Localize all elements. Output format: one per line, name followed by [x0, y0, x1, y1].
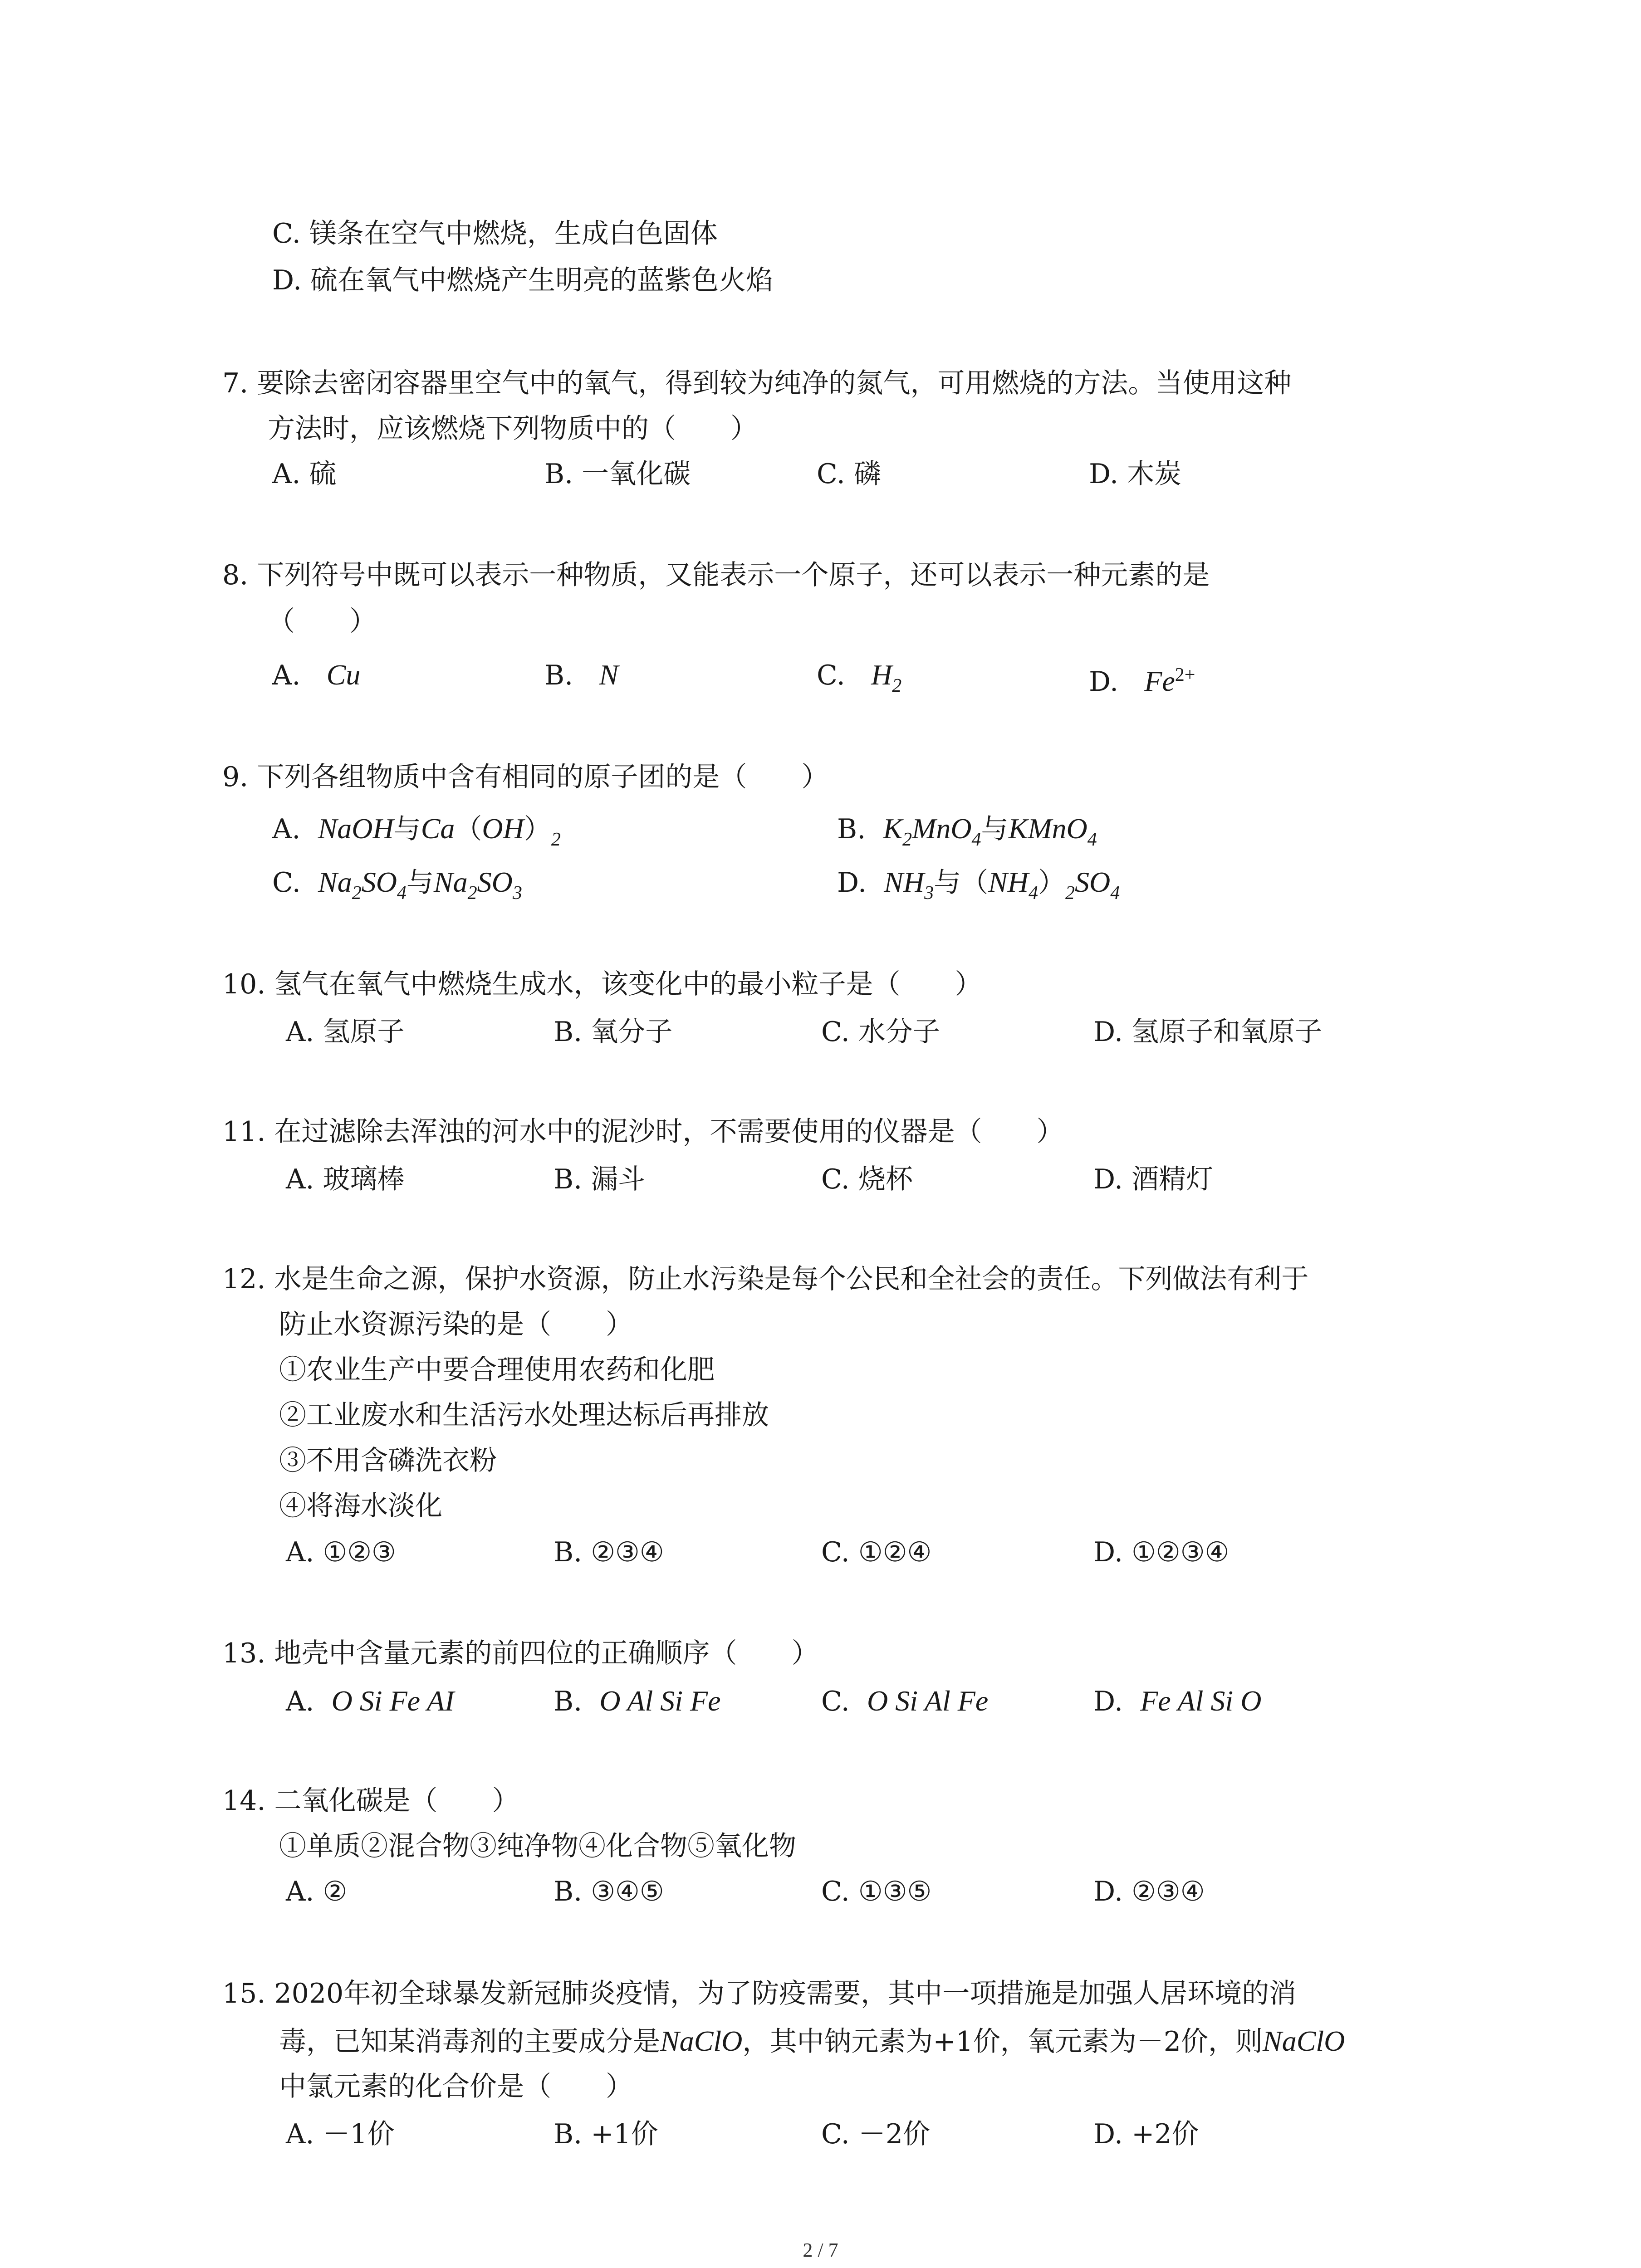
q15-line2-part2: ，其中钠元素为+1价，氧元素为－2价，则	[742, 2026, 1263, 2058]
q9-d-paren: ）	[1038, 867, 1066, 899]
q15-option-c: C. －2价	[821, 2118, 931, 2150]
q13-b-text: O Al Si Fe	[599, 1685, 721, 1717]
q9-option-c	[272, 864, 522, 911]
q9-a-with: 与	[393, 813, 421, 845]
q8-a-label: A.	[272, 660, 301, 691]
q12-stem: 12. 水是生命之源，保护水资源，防止水污染是每个公民和全社会的责任。下列做法有利于	[222, 1263, 1309, 1295]
q8-d-formula: Fe	[1144, 665, 1175, 697]
q8-option-a	[272, 657, 360, 694]
q9-c-so1: SO	[361, 866, 397, 898]
q9-c-sub4: 3	[512, 883, 522, 904]
q9-b-k: K	[883, 812, 903, 845]
q9-d-so: SO	[1075, 866, 1111, 898]
q9-d-nh2: NH	[988, 866, 1029, 898]
q8-stem: 8. 下列符号中既可以表示一种物质，又能表示一个原子，还可以表示一种元素的是	[222, 559, 1210, 591]
q11-option-c: C. 烧杯	[821, 1163, 913, 1195]
q14-option-c: C. ①③⑤	[821, 1876, 932, 1907]
q15-stem: 15. 2020年初全球暴发新冠肺炎疫情，为了防疫需要，其中一项措施是加强人居环境的消	[222, 1978, 1297, 2009]
q13-d-text: Fe Al Si O	[1140, 1685, 1262, 1717]
q13-option-b	[554, 1683, 721, 1720]
q8-b-formula: N	[599, 659, 619, 691]
q12-option-d: D. ①②③④	[1093, 1536, 1230, 1568]
q8-d-superscript: 2+	[1175, 665, 1195, 685]
q9-option-d	[837, 864, 1120, 911]
q14-stem: 14. 二氧化碳是（ ）	[222, 1785, 519, 1817]
q12-item-2: ②工业废水和生活污水处理达标后再排放	[279, 1399, 769, 1431]
q15-stem-line3: 中氯元素的化合价是（ ）	[279, 2071, 633, 2102]
q9-a-paren-open: （	[455, 813, 482, 845]
q9-c-with: 与	[406, 867, 434, 899]
q11-option-a: A. 玻璃棒	[286, 1163, 405, 1195]
q14-option-d: D. ②③④	[1093, 1876, 1205, 1907]
q9-d-with: 与（	[934, 867, 989, 899]
q8-option-c	[817, 657, 901, 704]
q9-d-label: D.	[837, 867, 867, 899]
q9-b-sub3: 4	[1087, 829, 1097, 850]
q9-a-label: A.	[272, 813, 301, 845]
q12-stem-cont: 防止水资源污染的是（ ）	[279, 1309, 633, 1340]
q7-option-a: A. 硫	[272, 458, 337, 490]
q9-stem: 9. 下列各组物质中含有相同的原子团的是（ ）	[222, 761, 829, 793]
q12-option-a: A. ①②③	[286, 1536, 396, 1568]
q8-option-b	[544, 657, 618, 694]
q7-stem-cont: 方法时，应该燃烧下列物质中的（ ）	[268, 413, 758, 445]
q9-a-paren-close: ）	[524, 813, 551, 845]
q9-c-na2: Na	[433, 866, 468, 898]
q9-option-a	[272, 811, 561, 858]
q9-a-formula1: NaOH	[318, 812, 394, 845]
q9-d-sub2: 4	[1029, 883, 1038, 904]
q9-d-sub1: 3	[924, 883, 934, 904]
q9-option-b	[837, 811, 1097, 858]
q15-stem-line2	[279, 2023, 1345, 2060]
q7-stem: 7. 要除去密闭容器里空气中的氧气，得到较为纯净的氮气，可用燃烧的方法。当使用这种	[222, 367, 1292, 399]
q6-option-c: C. 镁条在空气中燃烧，生成白色固体	[272, 218, 718, 249]
q9-d-sub4: 4	[1110, 883, 1120, 904]
q13-b-label: B.	[554, 1686, 583, 1717]
q10-option-c: C. 水分子	[821, 1016, 940, 1048]
q12-option-c: C. ①②④	[821, 1536, 932, 1568]
q9-b-with: 与	[981, 813, 1009, 845]
q8-stem-cont: （ ）	[268, 606, 377, 637]
q10-option-b: B. 氧分子	[554, 1016, 673, 1048]
q6-option-d: D. 硫在氧气中燃烧产生明亮的蓝紫色火焰	[272, 264, 774, 296]
q13-stem: 13. 地壳中含量元素的前四位的正确顺序（ ）	[222, 1637, 819, 1669]
q8-c-formula: H	[871, 659, 892, 691]
q8-option-d	[1089, 657, 1195, 700]
q9-c-na1: Na	[318, 866, 352, 898]
q8-a-formula: Cu	[326, 659, 361, 691]
q13-c-label: C.	[821, 1686, 850, 1717]
q12-item-4: ④将海水淡化	[279, 1490, 442, 1522]
q9-b-mno: MnO	[912, 812, 972, 845]
q10-option-a: A. 氢原子	[286, 1016, 405, 1048]
q15-option-a: A. －1价	[286, 2118, 395, 2150]
q15-formula2: NaClO	[1263, 2025, 1345, 2057]
q11-stem: 11. 在过滤除去浑浊的河水中的泥沙时，不需要使用的仪器是（ ）	[222, 1116, 1064, 1148]
q14-choices: ①单质②混合物③纯净物④化合物⑤氧化物	[279, 1830, 796, 1862]
q14-option-a: A. ②	[286, 1876, 348, 1907]
q9-c-sub1: 2	[352, 883, 362, 904]
q9-d-nh1: NH	[884, 866, 925, 898]
q9-c-label: C.	[272, 867, 301, 899]
q14-option-b: B. ③④⑤	[554, 1876, 664, 1907]
q9-c-sub3: 2	[467, 883, 477, 904]
q8-c-label: C.	[817, 660, 845, 691]
q9-c-sub2: 4	[397, 883, 407, 904]
q13-a-text: O Si Fe AI	[331, 1685, 455, 1717]
q13-a-label: A.	[286, 1686, 314, 1717]
q7-option-d: D. 木炭	[1089, 458, 1182, 490]
q7-option-c: C. 磷	[817, 458, 881, 490]
q9-b-sub1: 2	[902, 829, 912, 850]
q7-option-b: B. 一氧化碳	[544, 458, 691, 490]
q13-option-c	[821, 1683, 988, 1720]
q12-option-b: B. ②③④	[554, 1536, 664, 1568]
q8-d-label: D.	[1089, 666, 1119, 698]
q12-item-3: ③不用含磷洗衣粉	[279, 1445, 497, 1476]
q9-c-so2: SO	[477, 866, 513, 898]
q13-c-text: O Si Al Fe	[867, 1685, 989, 1717]
q15-option-b: B. +1价	[554, 2118, 658, 2150]
q9-a-formula2: Ca	[421, 812, 455, 845]
q10-stem: 10. 氢气在氧气中燃烧生成水，该变化中的最小粒子是（ ）	[222, 968, 982, 1000]
q9-b-label: B.	[837, 813, 866, 845]
q8-c-subscript: 2	[892, 675, 902, 696]
q12-item-1: ①农业生产中要合理使用农药和化肥	[279, 1354, 715, 1386]
q15-formula1: NaClO	[660, 2025, 743, 2057]
q11-option-b: B. 漏斗	[554, 1163, 646, 1195]
q13-d-label: D.	[1093, 1686, 1123, 1717]
page-number: 2 / 7	[803, 2239, 838, 2261]
q10-option-d: D. 氢原子和氧原子	[1093, 1016, 1323, 1048]
q9-b-kmno: KMnO	[1008, 812, 1087, 845]
q13-option-a	[286, 1683, 454, 1720]
q15-line2-part1: 毒，已知某消毒剂的主要成分是	[279, 2026, 660, 2058]
q15-option-d: D. +2价	[1093, 2118, 1199, 2150]
q11-option-d: D. 酒精灯	[1093, 1163, 1214, 1195]
q9-a-subscript: 2	[551, 829, 561, 850]
q9-b-sub2: 4	[971, 829, 981, 850]
q8-b-label: B.	[544, 660, 573, 691]
q9-d-sub3: 2	[1065, 883, 1075, 904]
q13-option-d	[1093, 1683, 1261, 1720]
q9-a-formula3: OH	[482, 812, 524, 845]
